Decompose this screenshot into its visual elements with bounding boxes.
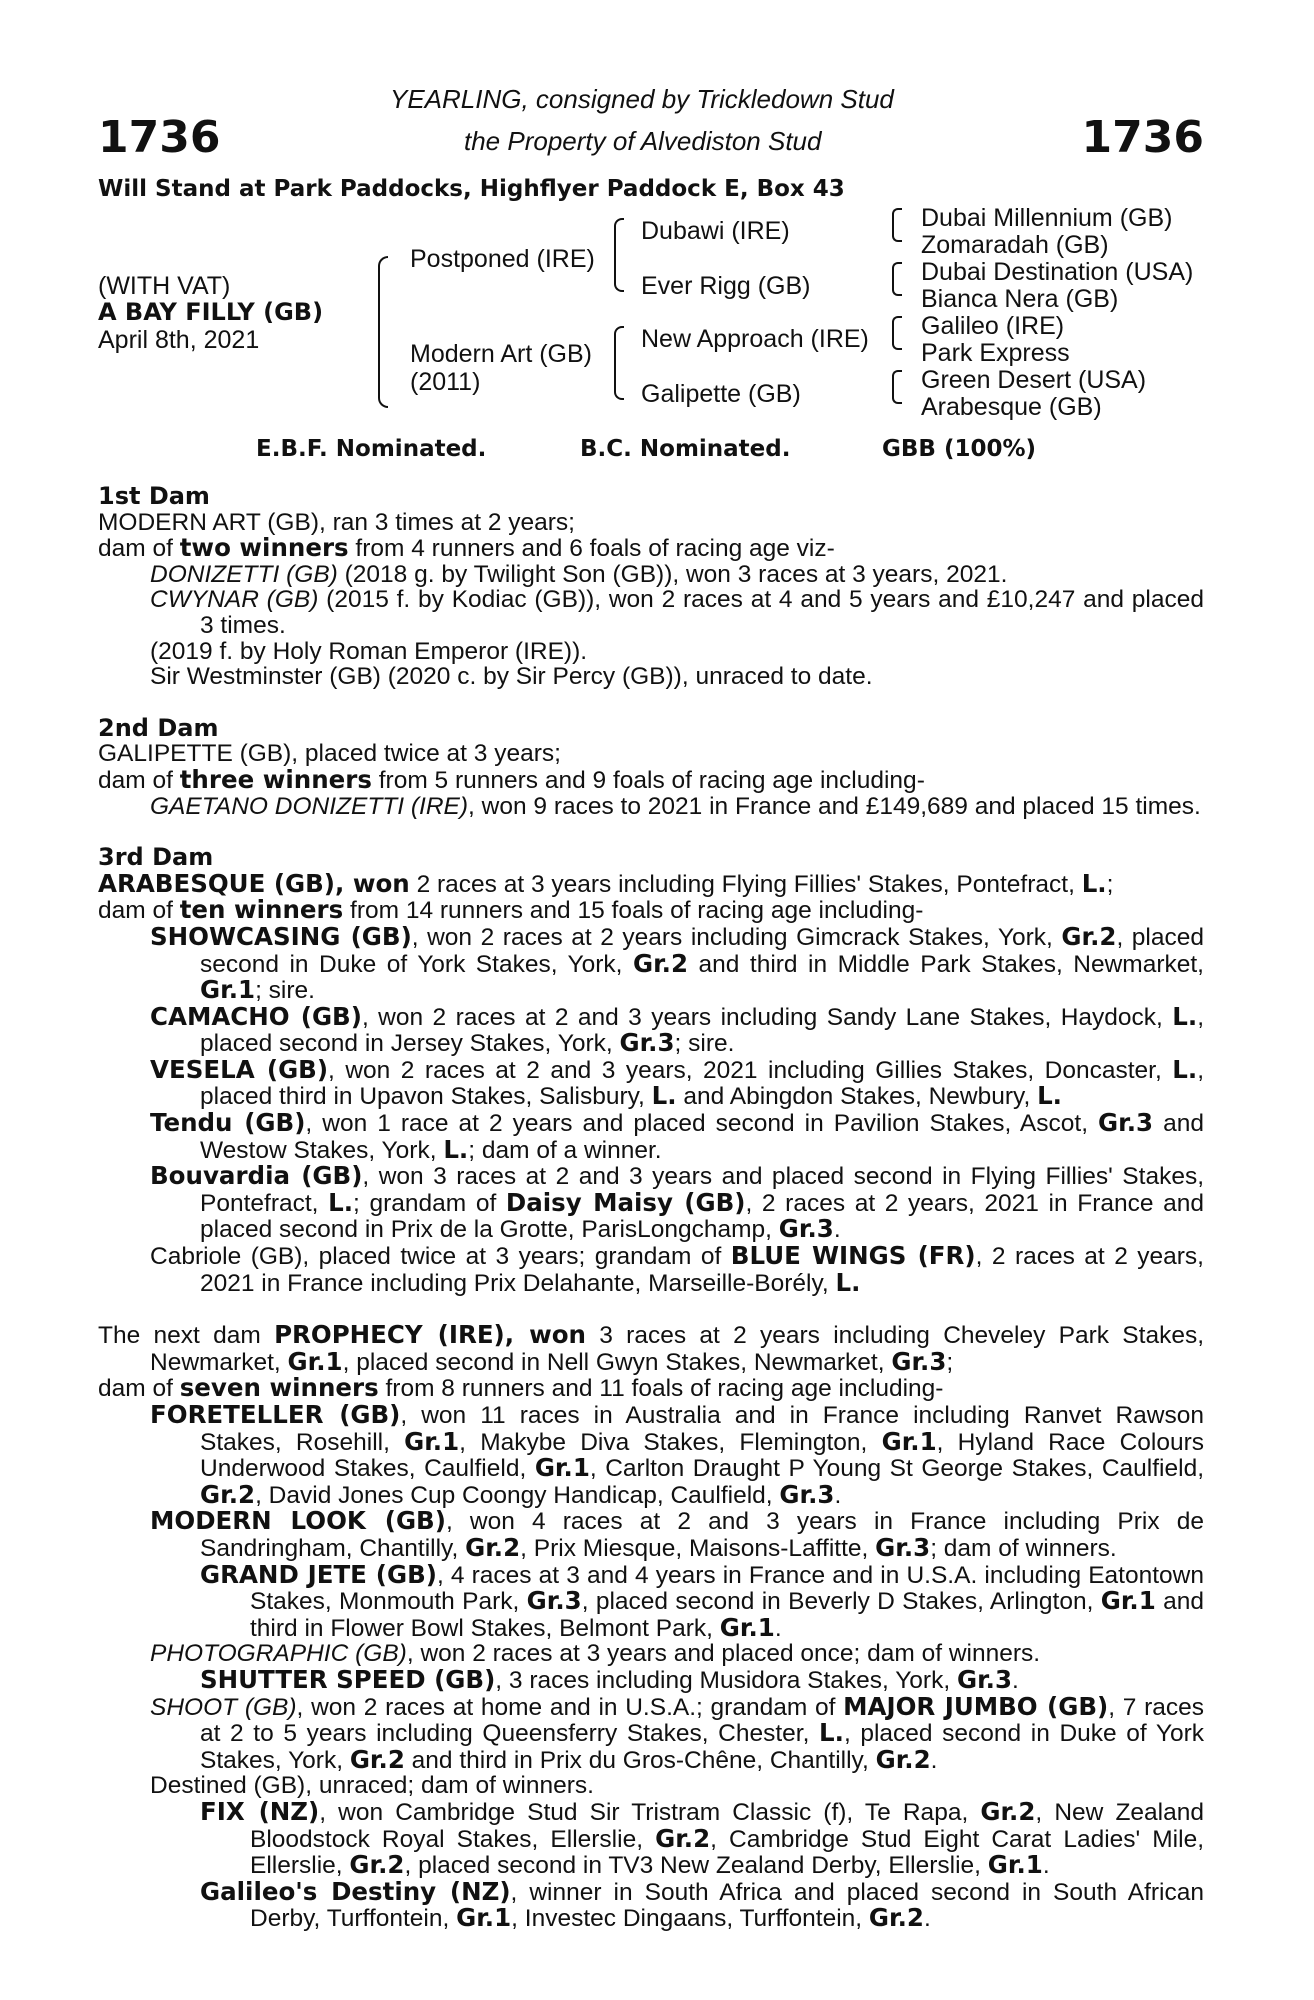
sire-sire-name: Dubawi (IRE) bbox=[641, 217, 790, 245]
gbb-rating: GBB (100%) bbox=[882, 436, 1037, 462]
first-dam-intro: MODERN ART (GB), ran 3 times at 2 years; bbox=[98, 508, 575, 536]
dam-year: (2011) bbox=[410, 368, 481, 396]
foaling-date: April 8th, 2021 bbox=[98, 326, 260, 354]
next-dam-produce-modern-look: MODERN LOOK (GB), won 4 races at 2 and 3 years in France including Prix de Sandringham, Chantilly, Gr.2, Prix Miesque, Maisons-Laffitte, Gr.3; dam of winners. bbox=[150, 1506, 1204, 1562]
third-dam-intro: ARABESQUE (GB), won 2 races at 3 years including Flying Fillies' Stakes, Pontefract, L.; bbox=[98, 868, 1114, 898]
bc-nomination: B.C. Nominated. bbox=[580, 436, 791, 462]
property-line: the Property of Alvediston Stud bbox=[464, 126, 822, 156]
gg-3: Dubai Destination (USA) bbox=[921, 258, 1194, 286]
sire-dam-name: Ever Rigg (GB) bbox=[641, 272, 811, 300]
third-dam-produce-vesela: VESELA (GB), won 2 races at 2 and 3 years, 2021 including Gillies Stakes, Doncaster, L., placed third in Upavon Stakes, Salisbury, L. and Abingdon Stakes, Newbury, L. bbox=[150, 1054, 1204, 1111]
gg-1: Dubai Millennium (GB) bbox=[921, 204, 1173, 232]
third-dam-produce-cabriole: Cabriole (GB), placed twice at 3 years; grandam of BLUE WINGS (FR), 2 races at 2 years, 2021 in France including Prix Delahante, Marseille-Borély, L. bbox=[150, 1241, 1204, 1297]
next-dam-produce-summary: dam of seven winners from 8 runners and 11 foals of racing age including- bbox=[98, 1373, 944, 1403]
first-dam-produce-1: DONIZETTI (GB) (2018 g. by Twilight Son (GB)), won 3 races at 3 years, 2021. bbox=[150, 560, 1008, 588]
second-dam-produce-summary: dam of three winners from 5 runners and 9 foals of racing age including- bbox=[98, 764, 925, 794]
next-dam-grandproduce-fix: FIX (NZ), won Cambridge Stud Sir Tristram Classic (f), Te Rapa, Gr.2, New Zealand Bloodstock Royal Stakes, Ellerslie, Gr.2, Cambridge Stud Eight Carat Ladies' Mile, Ellerslie, Gr.2, placed second in TV3 New Zealand Derby, Ellerslie, Gr.1. bbox=[200, 1796, 1204, 1880]
pedigree-bracket-dam bbox=[614, 326, 624, 400]
third-dam-produce-bouvardia: Bouvardia (GB), won 3 races at 2 and 3 years and placed second in Flying Fillies' Stakes, Pontefract, L.; grandam of Daisy Maisy (GB), 2 races at 2 years, 2021 in France and placed second in Prix de la Grotte, ParisLongchamp, Gr.3. bbox=[150, 1161, 1205, 1244]
pedigree-bracket-g4 bbox=[892, 370, 902, 404]
location-line: Will Stand at Park Paddocks, Highflyer Paddock E, Box 43 bbox=[98, 176, 845, 202]
next-dam-grandproduce-galileos-destiny: Galileo's Destiny (NZ), winner in South Africa and placed second in South African Derby, Turffontein, Gr.1, Investec Dingaans, Turffontein, Gr.2. bbox=[200, 1876, 1204, 1933]
pedigree-bracket-main bbox=[378, 256, 388, 408]
next-dam-produce-shoot: SHOOT (GB), won 2 races at home and in U.S.A.; grandam of MAJOR JUMBO (GB), 7 races at 2 to 5 years including Queensferry Stakes, Chester, L., placed second in Duke of York Stakes, York, Gr.2 and third in Prix du Gros-Chêne, Chantilly, Gr.2. bbox=[150, 1691, 1204, 1774]
gg-5: Galileo (IRE) bbox=[921, 312, 1065, 340]
gg-4: Bianca Nera (GB) bbox=[921, 285, 1119, 313]
first-dam-produce-3: (2019 f. by Holy Roman Emperor (IRE)). bbox=[150, 637, 588, 665]
first-dam-produce-2: CWYNAR (GB) (2015 f. by Kodiac (GB)), won 2 races at 4 and 5 years and £10,247 and placed 3 times. bbox=[150, 586, 1204, 639]
third-dam-heading: 3rd Dam bbox=[98, 843, 214, 872]
next-dam-grandproduce-shutter-speed: SHUTTER SPEED (GB), 3 races including Musidora Stakes, York, Gr.3. bbox=[200, 1664, 1019, 1694]
third-dam-produce-camacho: CAMACHO (GB), won 2 races at 2 and 3 years including Sandy Lane Stakes, Haydock, L., placed second in Jersey Stakes, York, Gr.3; sire. bbox=[150, 1001, 1204, 1058]
next-dam-produce-destined: Destined (GB), unraced; dam of winners. bbox=[150, 1772, 594, 1800]
pedigree-bracket-g2 bbox=[892, 262, 902, 296]
gg-8: Arabesque (GB) bbox=[921, 393, 1102, 421]
first-dam-heading: 1st Dam bbox=[98, 482, 210, 510]
next-dam-intro: The next dam PROPHECY (IRE), won 3 races at 2 years including Cheveley Park Stakes, Newmarket, Gr.1, placed second in Nell Gwyn Stakes, Newmarket, Gr.3; bbox=[98, 1320, 1205, 1376]
second-dam-intro: GALIPETTE (GB), placed twice at 3 years; bbox=[98, 740, 561, 768]
gg-2: Zomaradah (GB) bbox=[921, 231, 1109, 259]
consignment-line: YEARLING, consigned by Trickledown Stud bbox=[390, 84, 894, 114]
gg-6: Park Express bbox=[921, 339, 1070, 367]
next-dam-produce-foreteller: FORETELLER (GB), won 11 races in Australia and in France including Ranvet Rawson Stakes, Rosehill, Gr.1, Makybe Diva Stakes, Flemington, Gr.1, Hyland Race Colours Underwood Stakes, Caulfield, Gr.1, Carlton Draught P Young St George Stakes, Caulfield, Gr.2, David Jones Cup Coongy Handicap, Caulfield, Gr.3. bbox=[150, 1400, 1205, 1509]
first-dam-produce-4: Sir Westminster (GB) (2020 c. by Sir Percy (GB)), unraced to date. bbox=[150, 663, 873, 691]
next-dam-produce-photographic: PHOTOGRAPHIC (GB), won 2 races at 3 years and placed once; dam of winners. bbox=[150, 1640, 1041, 1668]
catalogue-body bbox=[98, 484, 1204, 1932]
next-dam-grandproduce-grand-jete: GRAND JETE (GB), 4 races at 3 and 4 years in France and in U.S.A. including Eatontown Stakes, Monmouth Park, Gr.3, placed second in Beverly D Stakes, Arlington, Gr.1 and third in Flower Bowl Stakes, Belmont Park, Gr.1. bbox=[200, 1559, 1204, 1642]
second-dam-heading: 2nd Dam bbox=[98, 713, 219, 742]
gg-7: Green Desert (USA) bbox=[921, 366, 1147, 394]
third-dam-produce-tendu: Tendu (GB), won 1 race at 2 years and placed second in Pavilion Stakes, Ascot, Gr.3 and Westow Stakes, York, L.; dam of a winner. bbox=[150, 1108, 1204, 1164]
sire-name: Postponed (IRE) bbox=[410, 245, 595, 273]
dam-sire-name: New Approach (IRE) bbox=[641, 325, 869, 353]
pedigree-bracket-g1 bbox=[892, 208, 902, 242]
dam-dam-name: Galipette (GB) bbox=[641, 380, 801, 408]
lot-number-left: 1736 bbox=[98, 112, 221, 163]
first-dam-produce-summary: dam of two winners from 4 runners and 6 foals of racing age viz- bbox=[98, 533, 835, 563]
pedigree-bracket-g3 bbox=[892, 316, 902, 350]
vat-note: (WITH VAT) bbox=[98, 272, 231, 300]
pedigree-bracket-sire bbox=[614, 218, 624, 292]
third-dam-produce-summary: dam of ten winners from 14 runners and 15 foals of racing age including- bbox=[98, 895, 924, 925]
ebf-nomination: E.B.F. Nominated. bbox=[256, 436, 487, 462]
lot-number-right: 1736 bbox=[1081, 112, 1204, 163]
second-dam-produce-1: GAETANO DONIZETTI (IRE), won 9 races to 2021 in France and £149,689 and placed 15 times. bbox=[150, 792, 1201, 820]
third-dam-produce-showcasing: SHOWCASING (GB), won 2 races at 2 years including Gimcrack Stakes, York, Gr.2, placed second in Duke of York Stakes, York, Gr.2 and third in Middle Park Stakes, Newmarket, Gr.1; sire. bbox=[150, 921, 1205, 1005]
dam-name: Modern Art (GB) bbox=[410, 340, 592, 368]
horse-name: A BAY FILLY (GB) bbox=[98, 298, 324, 326]
